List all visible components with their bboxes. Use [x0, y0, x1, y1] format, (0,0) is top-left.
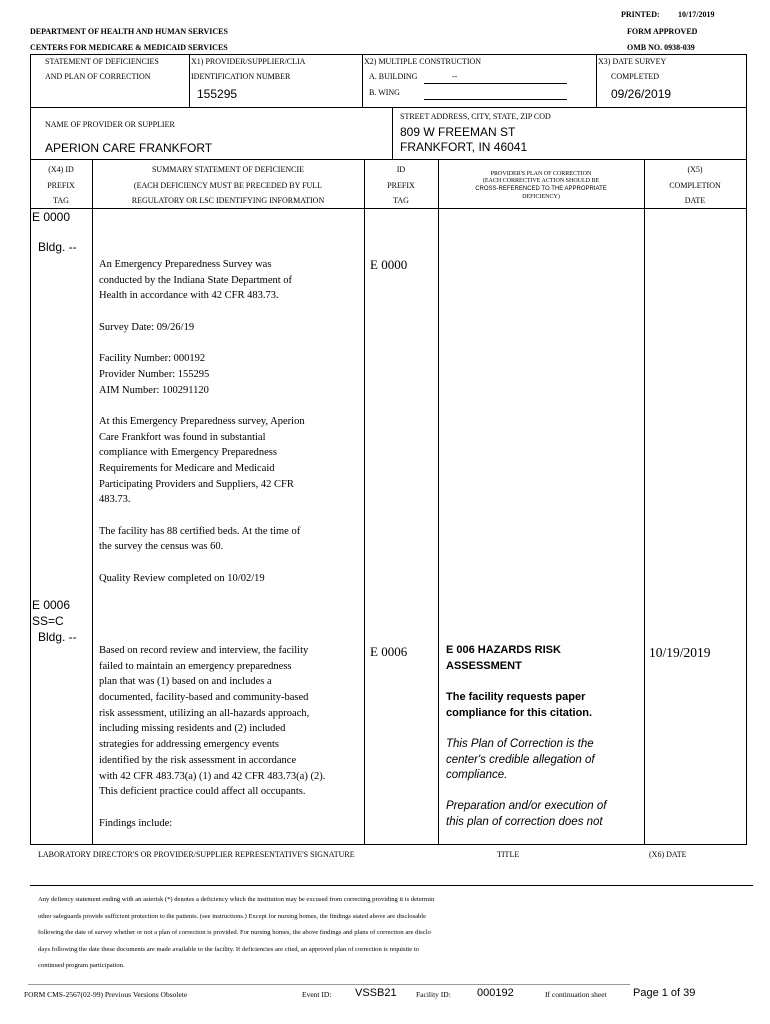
building-label: A. BUILDING	[369, 72, 418, 81]
disclaimer-line: Any defiency statement ending with an asterisk (*) denotes a deficiency which the institution may be excused from correcting providing it is determin	[38, 896, 435, 903]
plan-header-4: DEFICIENCY)	[522, 194, 560, 200]
text-line: strategies for addressing emergency events	[99, 739, 279, 751]
text-line: failed to maintain an emergency preparedness	[99, 660, 292, 672]
text-line: At this Emergency Preparedness survey, Aperion	[99, 415, 305, 427]
text-line: risk assessment, utilizing an all-hazards approach,	[99, 707, 310, 719]
plan-italic-1b: center's credible allegation of	[446, 754, 595, 766]
provider-name-value: APERION CARE FRANKFORT	[45, 141, 213, 155]
x2-label: X2) MULTIPLE CONSTRUCTION	[364, 57, 482, 66]
x1-label-1: X1) PROVIDER/SUPPLIER/CLIA	[191, 57, 306, 66]
facility-id-label: Facility ID:	[416, 990, 451, 999]
text-line: plan that was (1) based on and includes a	[99, 676, 272, 688]
text-line: This deficient practice could affect all occupants.	[99, 786, 306, 798]
id-header-3: TAG	[393, 196, 409, 205]
building-value: --	[452, 72, 458, 81]
text-line: documented, facility-based and community-based	[99, 692, 309, 704]
text-line: Requirements for Medicare and Medicaid	[99, 462, 275, 474]
printed-date: 10/17/2019	[678, 10, 715, 19]
text-line: Participating Providers and Suppliers, 42 CFR	[99, 478, 294, 490]
completion-date: 10/19/2019	[649, 645, 711, 660]
row1-building: Bldg. --	[38, 240, 77, 254]
text-line: identified by the risk assessment in accordance	[99, 754, 297, 766]
x4-header-3: TAG	[53, 196, 69, 205]
facility-id-value: 000192	[477, 987, 514, 999]
text-line: Facility Number: 000192	[99, 353, 206, 365]
text-line	[99, 398, 361, 414]
event-id-label: Event ID:	[302, 990, 332, 999]
text-line: compliance with Emergency Preparedness	[99, 447, 277, 459]
disclaimer-line: continued program participation.	[38, 962, 125, 970]
plan-header-2: (EACH CORRECTIVE ACTION SHOULD BE	[482, 178, 600, 184]
summary-header-2: (EACH DEFICIENCY MUST BE PRECEDED BY FULL	[133, 181, 323, 190]
date-label: (X6) DATE	[649, 850, 687, 859]
plan-italic-2a: Preparation and/or execution of	[446, 800, 607, 812]
text-line: the survey the census was 60.	[99, 541, 224, 553]
centers-title: CENTERS FOR MEDICARE & MEDICAID SERVICES	[30, 43, 228, 52]
text-line: 483.73.	[99, 494, 131, 506]
plan-title-1: E 006 HAZARDS RISK	[446, 644, 561, 656]
row1-summary-text	[99, 257, 361, 586]
plan-header-3: CROSS-REFERENCED TO THE APPROPRIATE	[475, 186, 607, 192]
continuation-label: If continuation sheet	[545, 990, 607, 999]
disclaimer-line: following the date of survey whether or not a plan of correction is provided. For nursing homes, the above findings and plans of correction are disclo	[38, 929, 431, 937]
address-line-1: 809 W FREEMAN ST	[400, 125, 516, 139]
text-line: Findings include:	[99, 817, 173, 829]
text-line: Survey Date: 09/26/19	[99, 321, 195, 333]
survey-completed-date: 09/26/2019	[611, 87, 672, 101]
omb-number: OMB NO. 0938-039	[627, 43, 695, 52]
title-label: TITLE	[497, 850, 520, 859]
statement-label-1: STATEMENT OF DEFICIENCIES	[45, 57, 159, 66]
text-line: conducted by the Indiana State Department of	[99, 274, 293, 286]
row2-building: Bldg. --	[38, 630, 77, 644]
provider-id-value: 155295	[197, 87, 238, 101]
text-line: Quality Review completed on 10/02/19	[99, 572, 265, 584]
page-number: Page 1 of 39	[633, 987, 696, 999]
text-line: Provider Number: 155295	[99, 368, 210, 380]
wing-label: B. WING	[369, 88, 400, 97]
x4-header-2: PREFIX	[47, 181, 75, 190]
disclaimer-line: other safeguards provide sufficient protection to the patients. (see instructions.) Except for nursing homes, the findings stated above are disclosable	[38, 912, 427, 920]
x3-label-2: COMPLETED	[611, 72, 659, 81]
summary-header-3: REGULATORY OR LSC IDENTIFYING INFORMATION	[131, 196, 325, 205]
x3-label-1: X3) DATE SURVEY	[598, 57, 667, 66]
department-title: DEPARTMENT OF HEALTH AND HUMAN SERVICES	[30, 27, 228, 36]
x1-label-2: IDENTIFICATION NUMBER	[191, 72, 291, 81]
x5-header-1: (X5)	[687, 165, 703, 174]
disclaimer-line: days following the date these documents are made available to the facility. If deficiencies are cited, an approved plan of correction is requisite to	[38, 945, 419, 953]
form-number: FORM CMS-2567(02-99) Previous Versions Obsolete	[24, 990, 188, 999]
x4-header-1: (X4) ID	[48, 165, 74, 174]
row2-id-tag: E 0006	[370, 644, 408, 659]
row1-prefix-tag: E 0000	[32, 210, 71, 224]
text-line: AIM Number: 100291120	[99, 384, 209, 396]
printed-label: PRINTED:	[621, 10, 660, 19]
plan-italic-2b: this plan of correction does not	[446, 816, 603, 828]
address-label: STREET ADDRESS, CITY, STATE, ZIP COD	[400, 112, 551, 121]
text-line	[99, 335, 361, 351]
plan-italic-1a: This Plan of Correction is the	[446, 738, 594, 750]
plan-bold-1: The facility requests paper	[446, 691, 586, 703]
plan-italic-1c: compliance.	[446, 769, 508, 781]
row1-id-tag: E 0000	[370, 257, 408, 272]
x5-header-2: COMPLETION	[669, 181, 721, 190]
text-line: Based on record review and interview, the facility	[99, 645, 309, 656]
text-line	[99, 304, 361, 320]
text-line: Care Frankfort was found in substantial	[99, 431, 266, 443]
row2-prefix-tag: E 0006	[32, 598, 71, 612]
event-id-value: VSSB21	[355, 987, 397, 999]
text-line: with 42 CFR 483.73(a) (1) and 42 CFR 483.73(a) (2).	[99, 770, 326, 782]
director-signature-label: LABORATORY DIRECTOR'S OR PROVIDER/SUPPLIER REPRESENTATIVE'S SIGNATURE	[38, 850, 355, 859]
id-header-1: ID	[396, 165, 406, 174]
plan-title-2: ASSESSMENT	[446, 660, 522, 672]
form-approved: FORM APPROVED	[627, 27, 698, 36]
text-line: An Emergency Preparedness Survey was	[99, 259, 272, 270]
text-line: including missing residents and (2) included	[99, 723, 286, 735]
provider-name-label: NAME OF PROVIDER OR SUPPLIER	[45, 120, 175, 129]
text-line	[99, 800, 361, 816]
address-line-2: FRANKFORT, IN 46041	[400, 140, 528, 154]
row2-scope-severity: SS=C	[32, 614, 64, 628]
statement-label-2: AND PLAN OF CORRECTION	[45, 72, 151, 81]
summary-header-1: SUMMARY STATEMENT OF DEFICIENCIE	[151, 165, 305, 174]
id-header-2: PREFIX	[387, 181, 415, 190]
x5-header-3: DATE	[684, 196, 706, 205]
text-line	[99, 508, 361, 524]
row2-summary-text	[99, 643, 361, 831]
plan-bold-2: compliance for this citation.	[446, 707, 593, 719]
text-line: The facility has 88 certified beds. At the time of	[99, 525, 301, 537]
text-line	[99, 555, 361, 571]
text-line: Health in accordance with 42 CFR 483.73.	[99, 290, 279, 302]
plan-header-1: PROVIDER'S PLAN OF CORRECTION	[490, 171, 592, 177]
